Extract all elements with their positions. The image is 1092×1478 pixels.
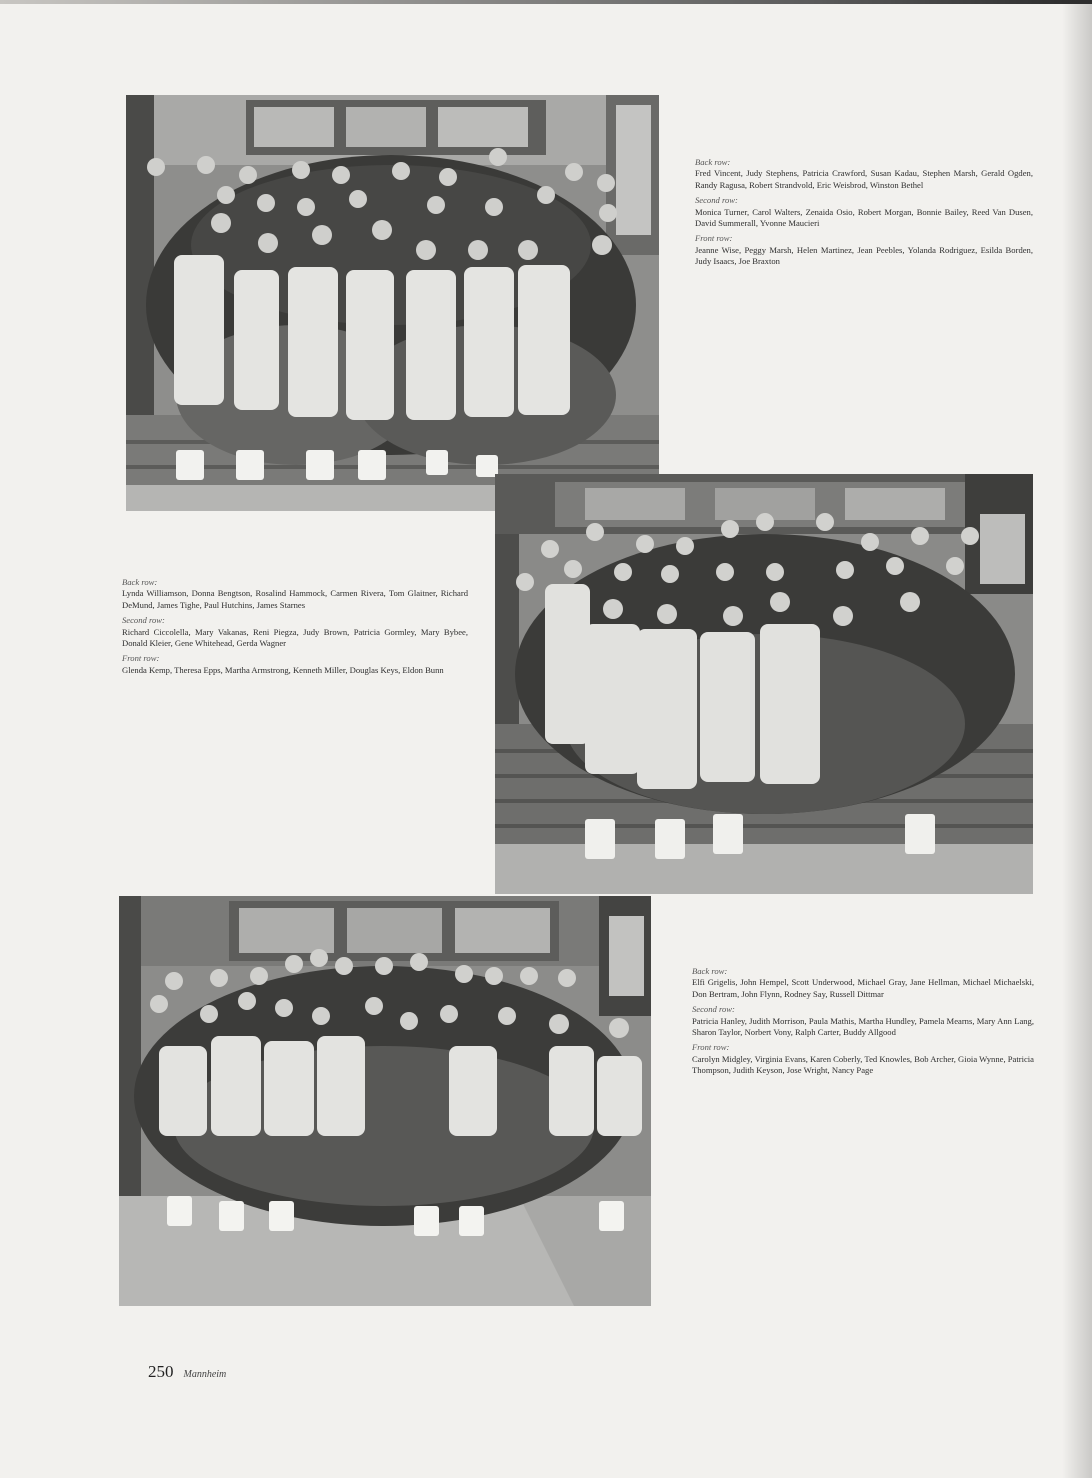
caption-row-label: Second row: [122, 615, 165, 626]
caption-row-label: Front row: [122, 653, 160, 664]
page-folio [148, 1362, 226, 1382]
caption-group-3 [692, 966, 1034, 1077]
caption-row-names: Lynda Williamson, Donna Bengtson, Rosalind Hammock, Carmen Rivera, Tom Glaitner, Richard DeMund, James Tighe, Paul Hutchins, James Starnes [122, 588, 468, 610]
caption-row-label: Back row: [695, 157, 731, 167]
caption-row-label: Second row: [695, 195, 738, 206]
caption-row-label: Back row: [122, 577, 158, 587]
caption-row-names: Carolyn Midgley, Virginia Evans, Karen Coberly, Ted Knowles, Bob Archer, Gioia Wynne, Patricia Thompson, Judith Keyson, Jose Wright, Nancy Page [692, 1053, 1034, 1076]
caption-row-label: Front row: [695, 233, 733, 244]
caption-row-names: Elfi Grigelis, John Hempel, Scott Underwood, Michael Gray, Jane Hellman, Michael Michaelski, Don Bertram, John Flynn, Rodney Say, Russell Dittmar [692, 977, 1034, 999]
page-top-edge [0, 0, 1092, 4]
group-photo-3 [119, 896, 651, 1306]
caption-row-names: Richard Ciccolella, Mary Vakanas, Reni Piegza, Judy Brown, Patricia Gormley, Mary Bybee, Donald Kleier, Gene Whitehead, Gerda Wagner [122, 626, 468, 649]
group-photo-2 [495, 474, 1033, 894]
caption-row-names: Glenda Kemp, Theresa Epps, Martha Armstrong, Kenneth Miller, Douglas Keys, Eldon Bunn [122, 664, 444, 675]
caption-row-names: Monica Turner, Carol Walters, Zenaida Osio, Robert Morgan, Bonnie Bailey, Reed Van Dusen, David Summerall, Yvonne Maucieri [695, 206, 1033, 229]
running-title: Mannheim [183, 1369, 227, 1380]
caption-row-names: Patricia Hanley, Judith Morrison, Paula Mathis, Martha Hundley, Pamela Mearns, Mary Ann Lang, Sharon Taylor, Norbert Vony, Ralph Carter, Buddy Allgood [692, 1015, 1034, 1038]
page-number: 250 [148, 1362, 174, 1381]
caption-row-label: Second row: [692, 1004, 735, 1015]
caption-group-1 [695, 157, 1033, 268]
page-gutter-shadow [1062, 0, 1092, 1478]
caption-group-2 [122, 577, 468, 676]
caption-row-label: Back row: [692, 966, 728, 976]
caption-row-names: Jeanne Wise, Peggy Marsh, Helen Martinez, Jean Peebles, Yolanda Rodriguez, Esilda Borden, Judy Isaacs, Joe Braxton [695, 244, 1033, 267]
caption-row-names: Fred Vincent, Judy Stephens, Patricia Crawford, Susan Kadau, Stephen Marsh, Gerald Ogden, Randy Ragusa, Robert Strandvold, Eric Weisbrod, Winston Bethel [695, 168, 1033, 190]
caption-row-label: Front row: [692, 1042, 730, 1053]
group-photo-1 [126, 95, 659, 511]
